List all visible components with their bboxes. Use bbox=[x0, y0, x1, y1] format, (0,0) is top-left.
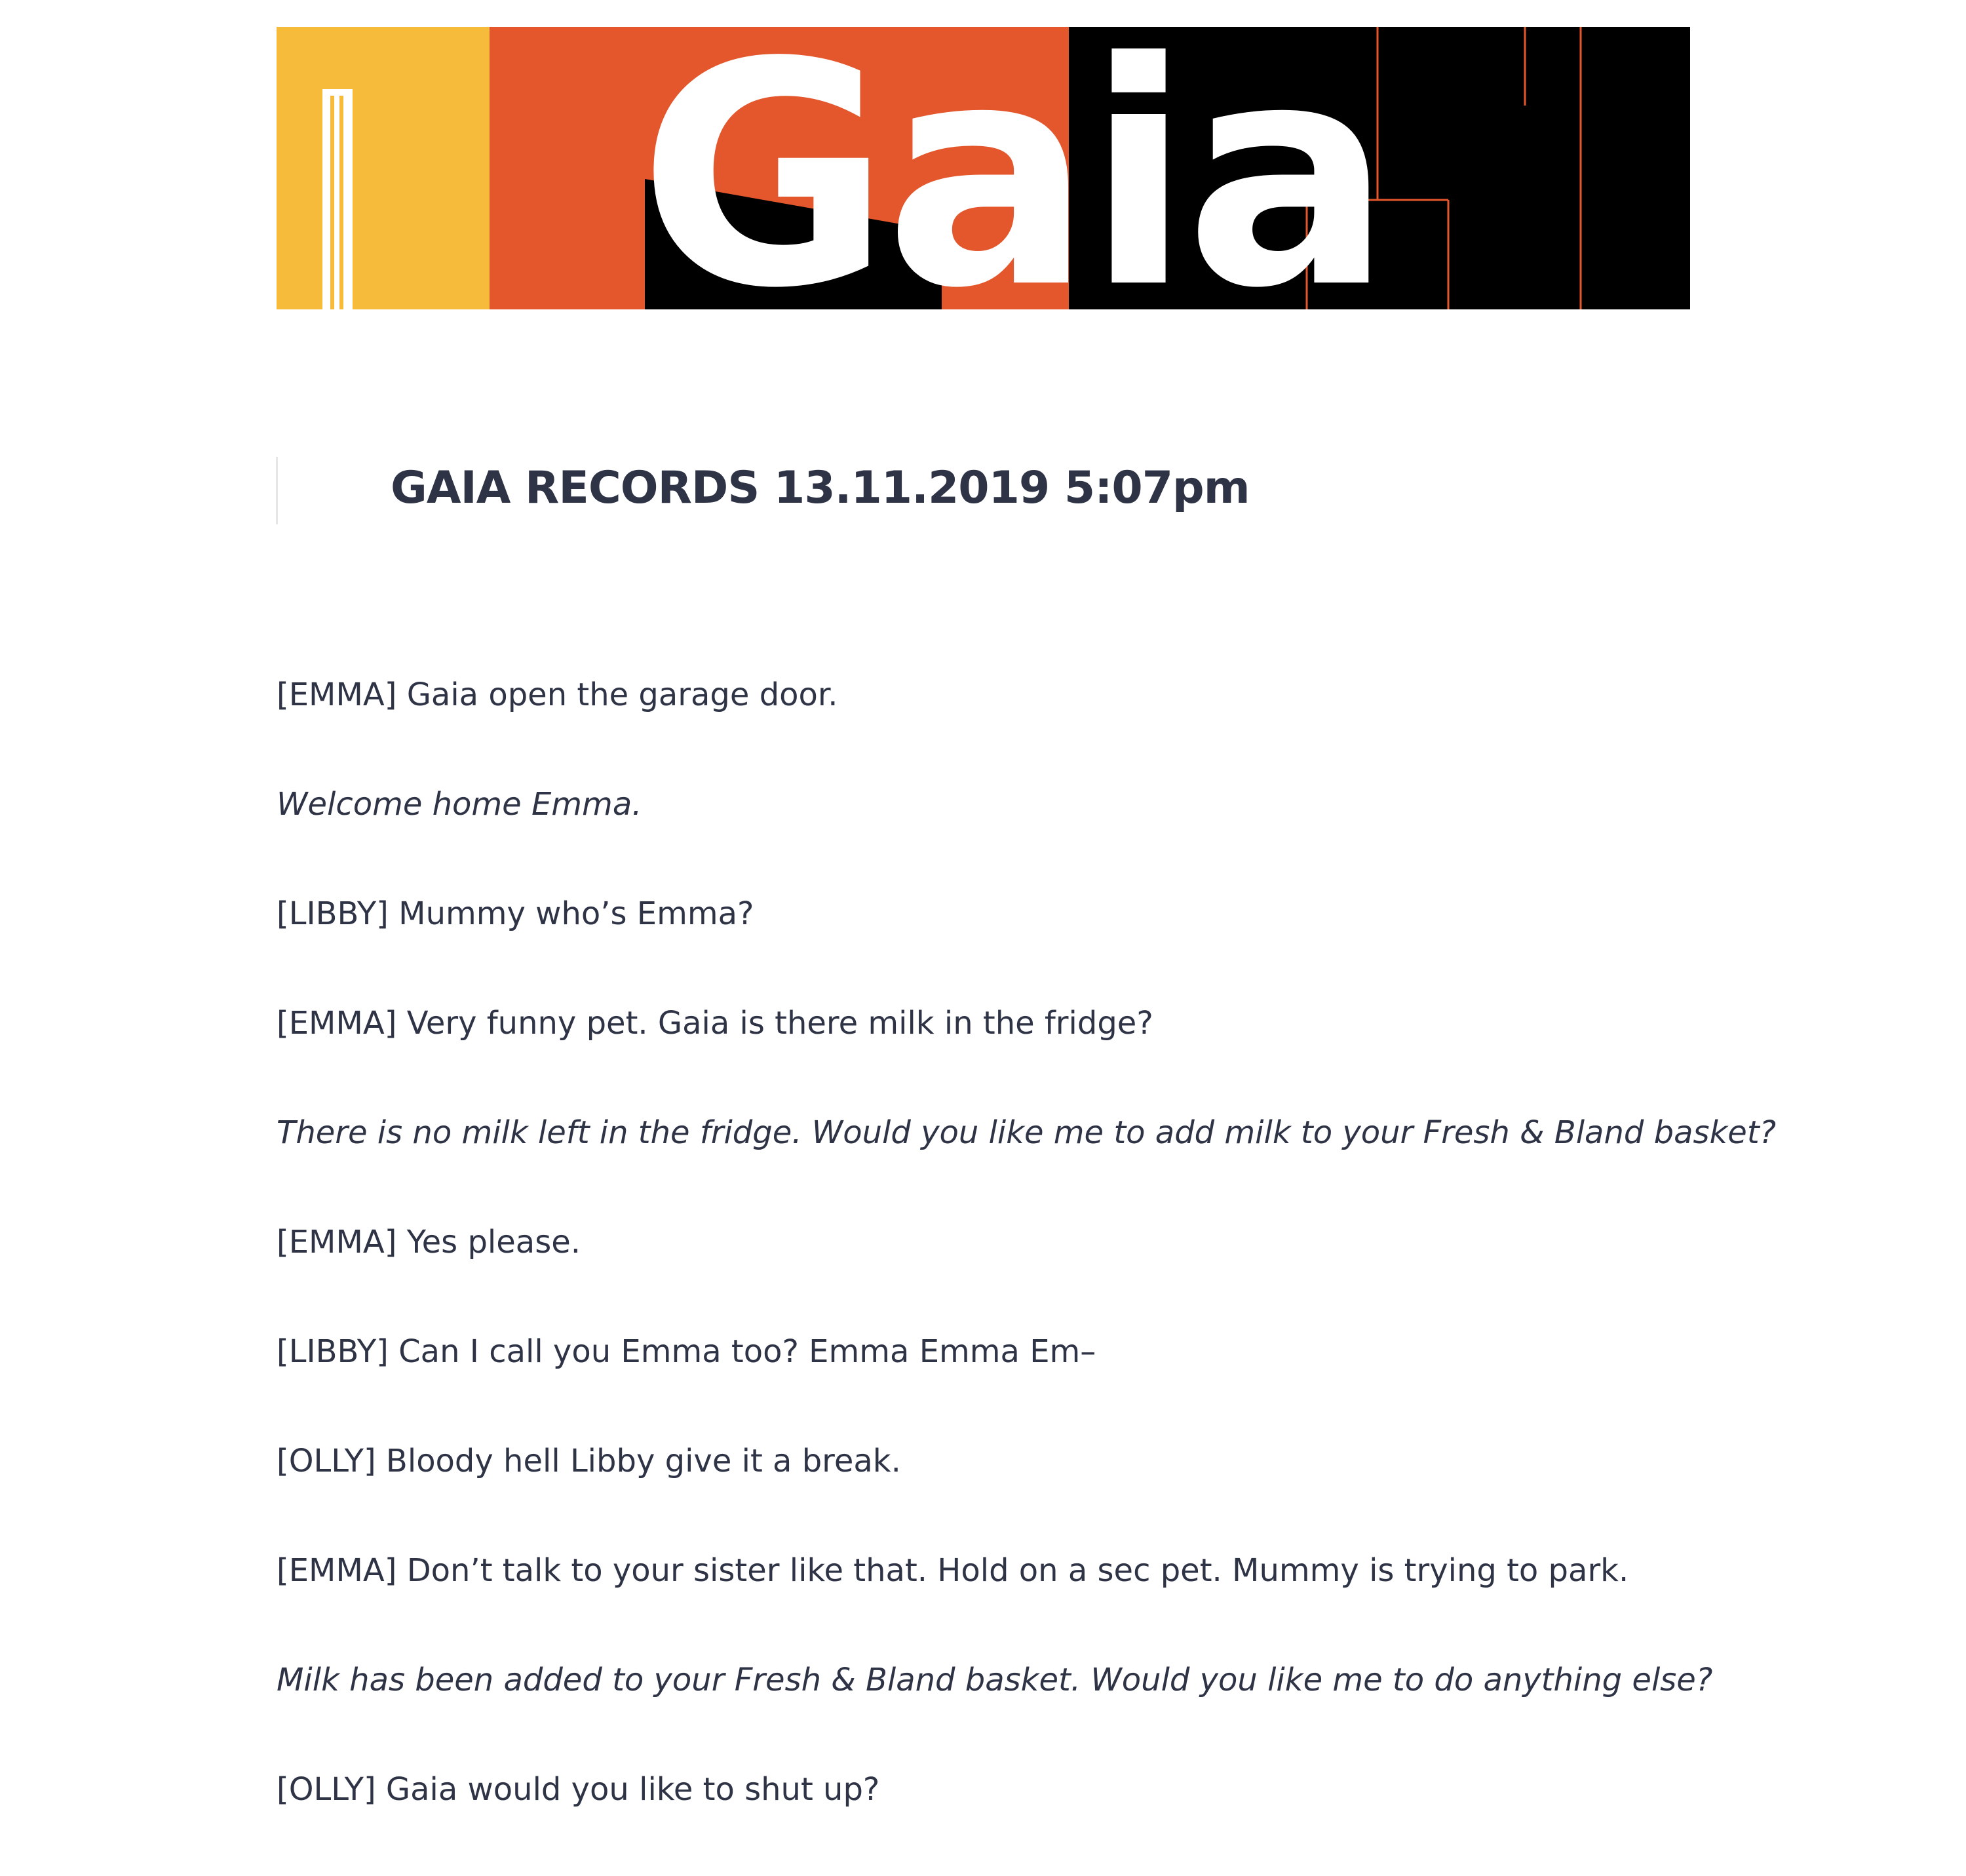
transcript-line: [EMMA] Very funny pet. Gaia is there milk in the fridge? bbox=[277, 1005, 1153, 1042]
transcript-line: [EMMA] Don’t talk to your sister like that. Hold on a sec pet. Mummy is trying to park. bbox=[277, 1552, 1629, 1589]
transcript-line: [LIBBY] Can I call you Emma too? Emma Emma Em– bbox=[277, 1333, 1096, 1370]
transcript-line: There is no milk left in the fridge. Would you like me to add milk to your Fresh & Bland basket? bbox=[277, 1114, 1777, 1151]
gaia-banner bbox=[277, 27, 1690, 309]
banner-yellow-block bbox=[277, 27, 490, 309]
transcript-line: Milk has been added to your Fresh & Bland basket. Would you like me to do anything else? bbox=[277, 1662, 1713, 1698]
transcript-line: [EMMA] Gaia open the garage door. bbox=[277, 676, 838, 713]
banner-white-post bbox=[322, 89, 353, 309]
transcript-line: [OLLY] Gaia would you like to shut up? bbox=[277, 1771, 880, 1808]
transcript-line: [EMMA] Yes please. bbox=[277, 1224, 581, 1260]
transcript bbox=[277, 672, 1777, 1876]
transcript-line: Welcome home Emma. bbox=[277, 786, 642, 823]
banner-logo-text: Gaia bbox=[638, 27, 1387, 309]
page-title: GAIA RECORDS 13.11.2019 5:07pm bbox=[391, 462, 1250, 514]
quote-bar bbox=[276, 457, 278, 524]
transcript-line: [LIBBY] Mummy who’s Emma? bbox=[277, 895, 754, 932]
transcript-line: [OLLY] Bloody hell Libby give it a break. bbox=[277, 1443, 901, 1479]
